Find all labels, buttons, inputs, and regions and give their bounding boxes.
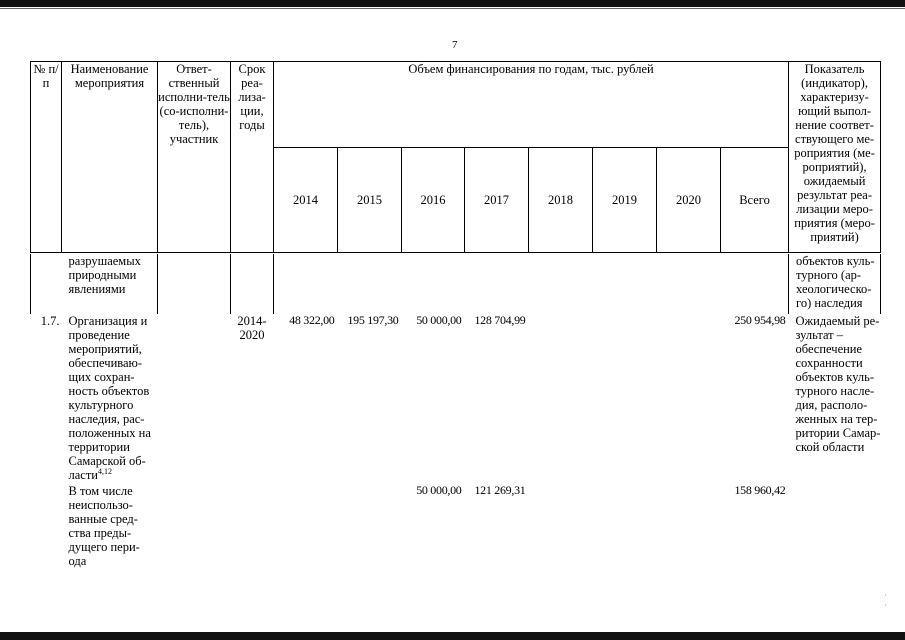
body-table — [30, 254, 881, 584]
header-table — [30, 61, 881, 253]
header-indicator: Показатель (индикатор), характеризу-ющий выпол-нение соответ-ствующего ме-роприятия (ме-роприятий), ожидаемый результат реа-лизации меро-приятия (меро-приятий) — [789, 62, 881, 253]
header-year-2018: 2018 — [529, 148, 593, 253]
continuation-indicator: объектов куль-турного (ар-хеологическо-го) наследия — [789, 254, 881, 314]
including-total: 158 960,42 — [734, 483, 786, 497]
row-17-term: 2014-2020 — [237, 314, 267, 342]
top-scan-line — [0, 8, 905, 9]
page-number: 7 — [452, 39, 458, 51]
scan-mark: · · — [884, 590, 887, 610]
header-name: Наименование мероприятия — [62, 62, 158, 253]
row-17-total: 250 954,98 — [734, 313, 786, 327]
header-responsible: Ответ-ственный исполни-тель (со-исполни-тель), участник — [158, 62, 231, 253]
table-row-1-7 — [31, 314, 881, 484]
header-year-2020: 2020 — [657, 148, 721, 253]
row-17-2016: 50 000,00 — [416, 313, 462, 327]
including-name: В том числе неиспользо-ванные сред-ства преды-дущего пери-ода — [68, 484, 140, 568]
row-17-indicator: Ожидаемый ре-зультат – обеспечение сохранности объектов куль-турного насле-дия, располо-женных на тер-ритории Самар-ской области — [795, 314, 881, 454]
header-year-2015: 2015 — [338, 148, 402, 253]
continuation-name: разрушаемых природными явлениями — [68, 254, 141, 296]
header-year-2014: 2014 — [274, 148, 338, 253]
row-17-2015: 195 197,30 — [347, 313, 399, 327]
row-17-2017: 128 704,99 — [474, 313, 526, 327]
header-year-2017: 2017 — [465, 148, 529, 253]
top-scan-border — [0, 0, 905, 7]
bottom-scan-border — [0, 632, 905, 640]
row-17-name: Организация и проведение мероприятий, обеспечиваю-щих сохран-ность объектов культурного наследия, рас-положенных на территории Самарской об-ласти$^{4,12}$ — [68, 314, 151, 483]
table-row-including — [31, 484, 881, 584]
row-number: 1.7. — [40, 314, 60, 328]
including-2017: 121 269,31 — [474, 483, 526, 497]
header-term: Срок реа-лиза-ции, годы — [231, 62, 274, 253]
header-total: Всего — [721, 148, 789, 253]
including-2016: 50 000,00 — [416, 483, 462, 497]
row-17-2018 — [529, 314, 593, 484]
header-num: № п/п — [31, 62, 62, 253]
header-year-2016: 2016 — [402, 148, 465, 253]
header-year-2019: 2019 — [593, 148, 657, 253]
header-funding: Объем финансирования по годам, тыс. рублей — [274, 62, 789, 148]
row-17-2020 — [657, 314, 721, 484]
table-row-continuation — [31, 254, 881, 314]
row-17-2019 — [593, 314, 657, 484]
row-17-2014: 48 322,00 — [289, 313, 335, 327]
